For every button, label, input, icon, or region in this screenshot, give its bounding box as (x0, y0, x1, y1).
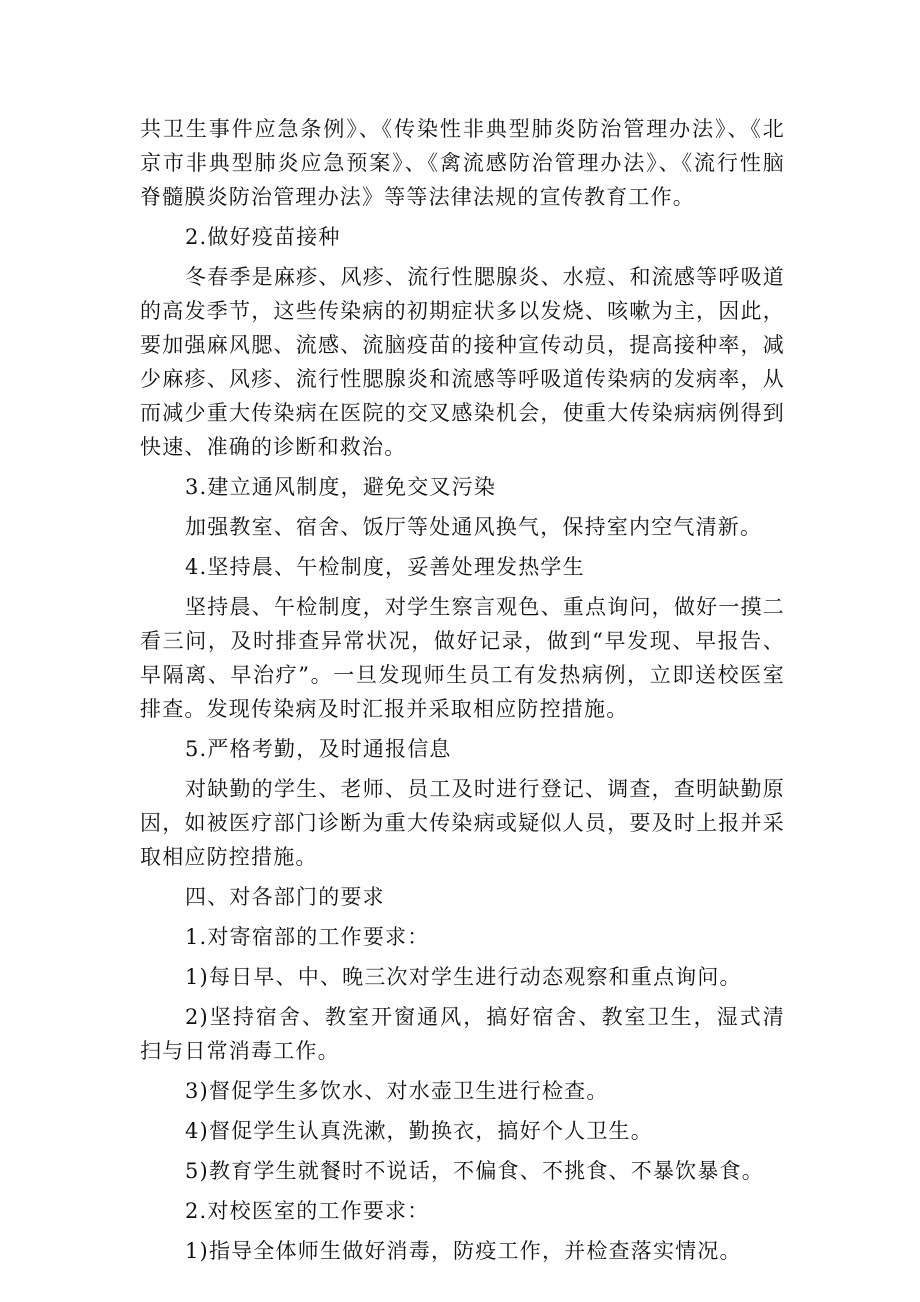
heading-ventilation: 3.建立通风制度，避免交叉污染 (185, 475, 497, 499)
list-item-boarding-3: 3)督促学生多饮水、对水壶卫生进行检查。 (185, 1079, 609, 1103)
list-item-clinic-1: 1)指导全体师生做好消毒，防疫工作，并检查落实情况。 (185, 1239, 742, 1263)
heading-attendance: 5.严格考勤，及时通报信息 (185, 737, 452, 761)
paragraph-ventilation: 加强教室、宿舍、饭厅等处通风换气，保持室内空气清新。 (185, 515, 763, 539)
paragraph-health-check: 坚持晨、午检制度，对学生察言观色、重点询问，做好一摸二看三问，及时排查异常状况，做好记录，做到“早发现、早报告、早隔离、早治疗”。一旦发现师生员工有发热病例，立即送校医室排查。发现传染病及时汇报并采取相应防控措施。 (140, 595, 785, 721)
document-body (140, 112, 785, 1268)
heading-health-check: 4.坚持晨、午检制度，妥善处理发热学生 (185, 555, 585, 579)
heading-vaccination: 2.做好疫苗接种 (185, 225, 341, 249)
paragraph-1: 共卫生事件应急条例》、《传染性非典型肺炎防治管理办法》、《北京市非典型肺炎应急预案》、《禽流感防治管理办法》、《流行性脑脊髓膜炎防治管理办法》等等法律法规的宣传教育工作。 (140, 117, 785, 209)
heading-department-requirements: 四、对各部门的要求 (185, 885, 385, 909)
heading-boarding: 1.对寄宿部的工作要求： (185, 925, 430, 949)
paragraph-vaccination: 冬春季是麻疹、风疹、流行性腮腺炎、水痘、和流感等呼吸道的高发季节，这些传染病的初期症状多以发烧、咳嗽为主，因此，要加强麻风腮、流感、流脑疫苗的接种宣传动员，提高接种率，减少麻疹、风疹、流行性腮腺炎和流感等呼吸道传染病的发病率，从而减少重大传染病在医院的交叉感染机会，使重大传染病病例得到快速、准确的诊断和救治。 (140, 265, 785, 459)
list-item-boarding-5: 5)教育学生就餐时不说话，不偏食、不挑食、不暴饮暴食。 (185, 1159, 764, 1183)
list-item-boarding-2: 2)坚持宿舍、教室开窗通风，搞好宿舍、教室卫生，湿式清扫与日常消毒工作。 (140, 1005, 785, 1063)
paragraph-attendance: 对缺勤的学生、老师、员工及时进行登记、调查，查明缺勤原因，如被医疗部门诊断为重大传染病或疑似人员，要及时上报并采取相应防控措施。 (140, 777, 785, 869)
list-item-boarding-4: 4)督促学生认真洗漱，勤换衣，搞好个人卫生。 (185, 1119, 653, 1143)
list-item-boarding-1: 1)每日早、中、晚三次对学生进行动态观察和重点询问。 (185, 965, 742, 989)
heading-clinic: 2.对校医室的工作要求： (185, 1199, 430, 1223)
